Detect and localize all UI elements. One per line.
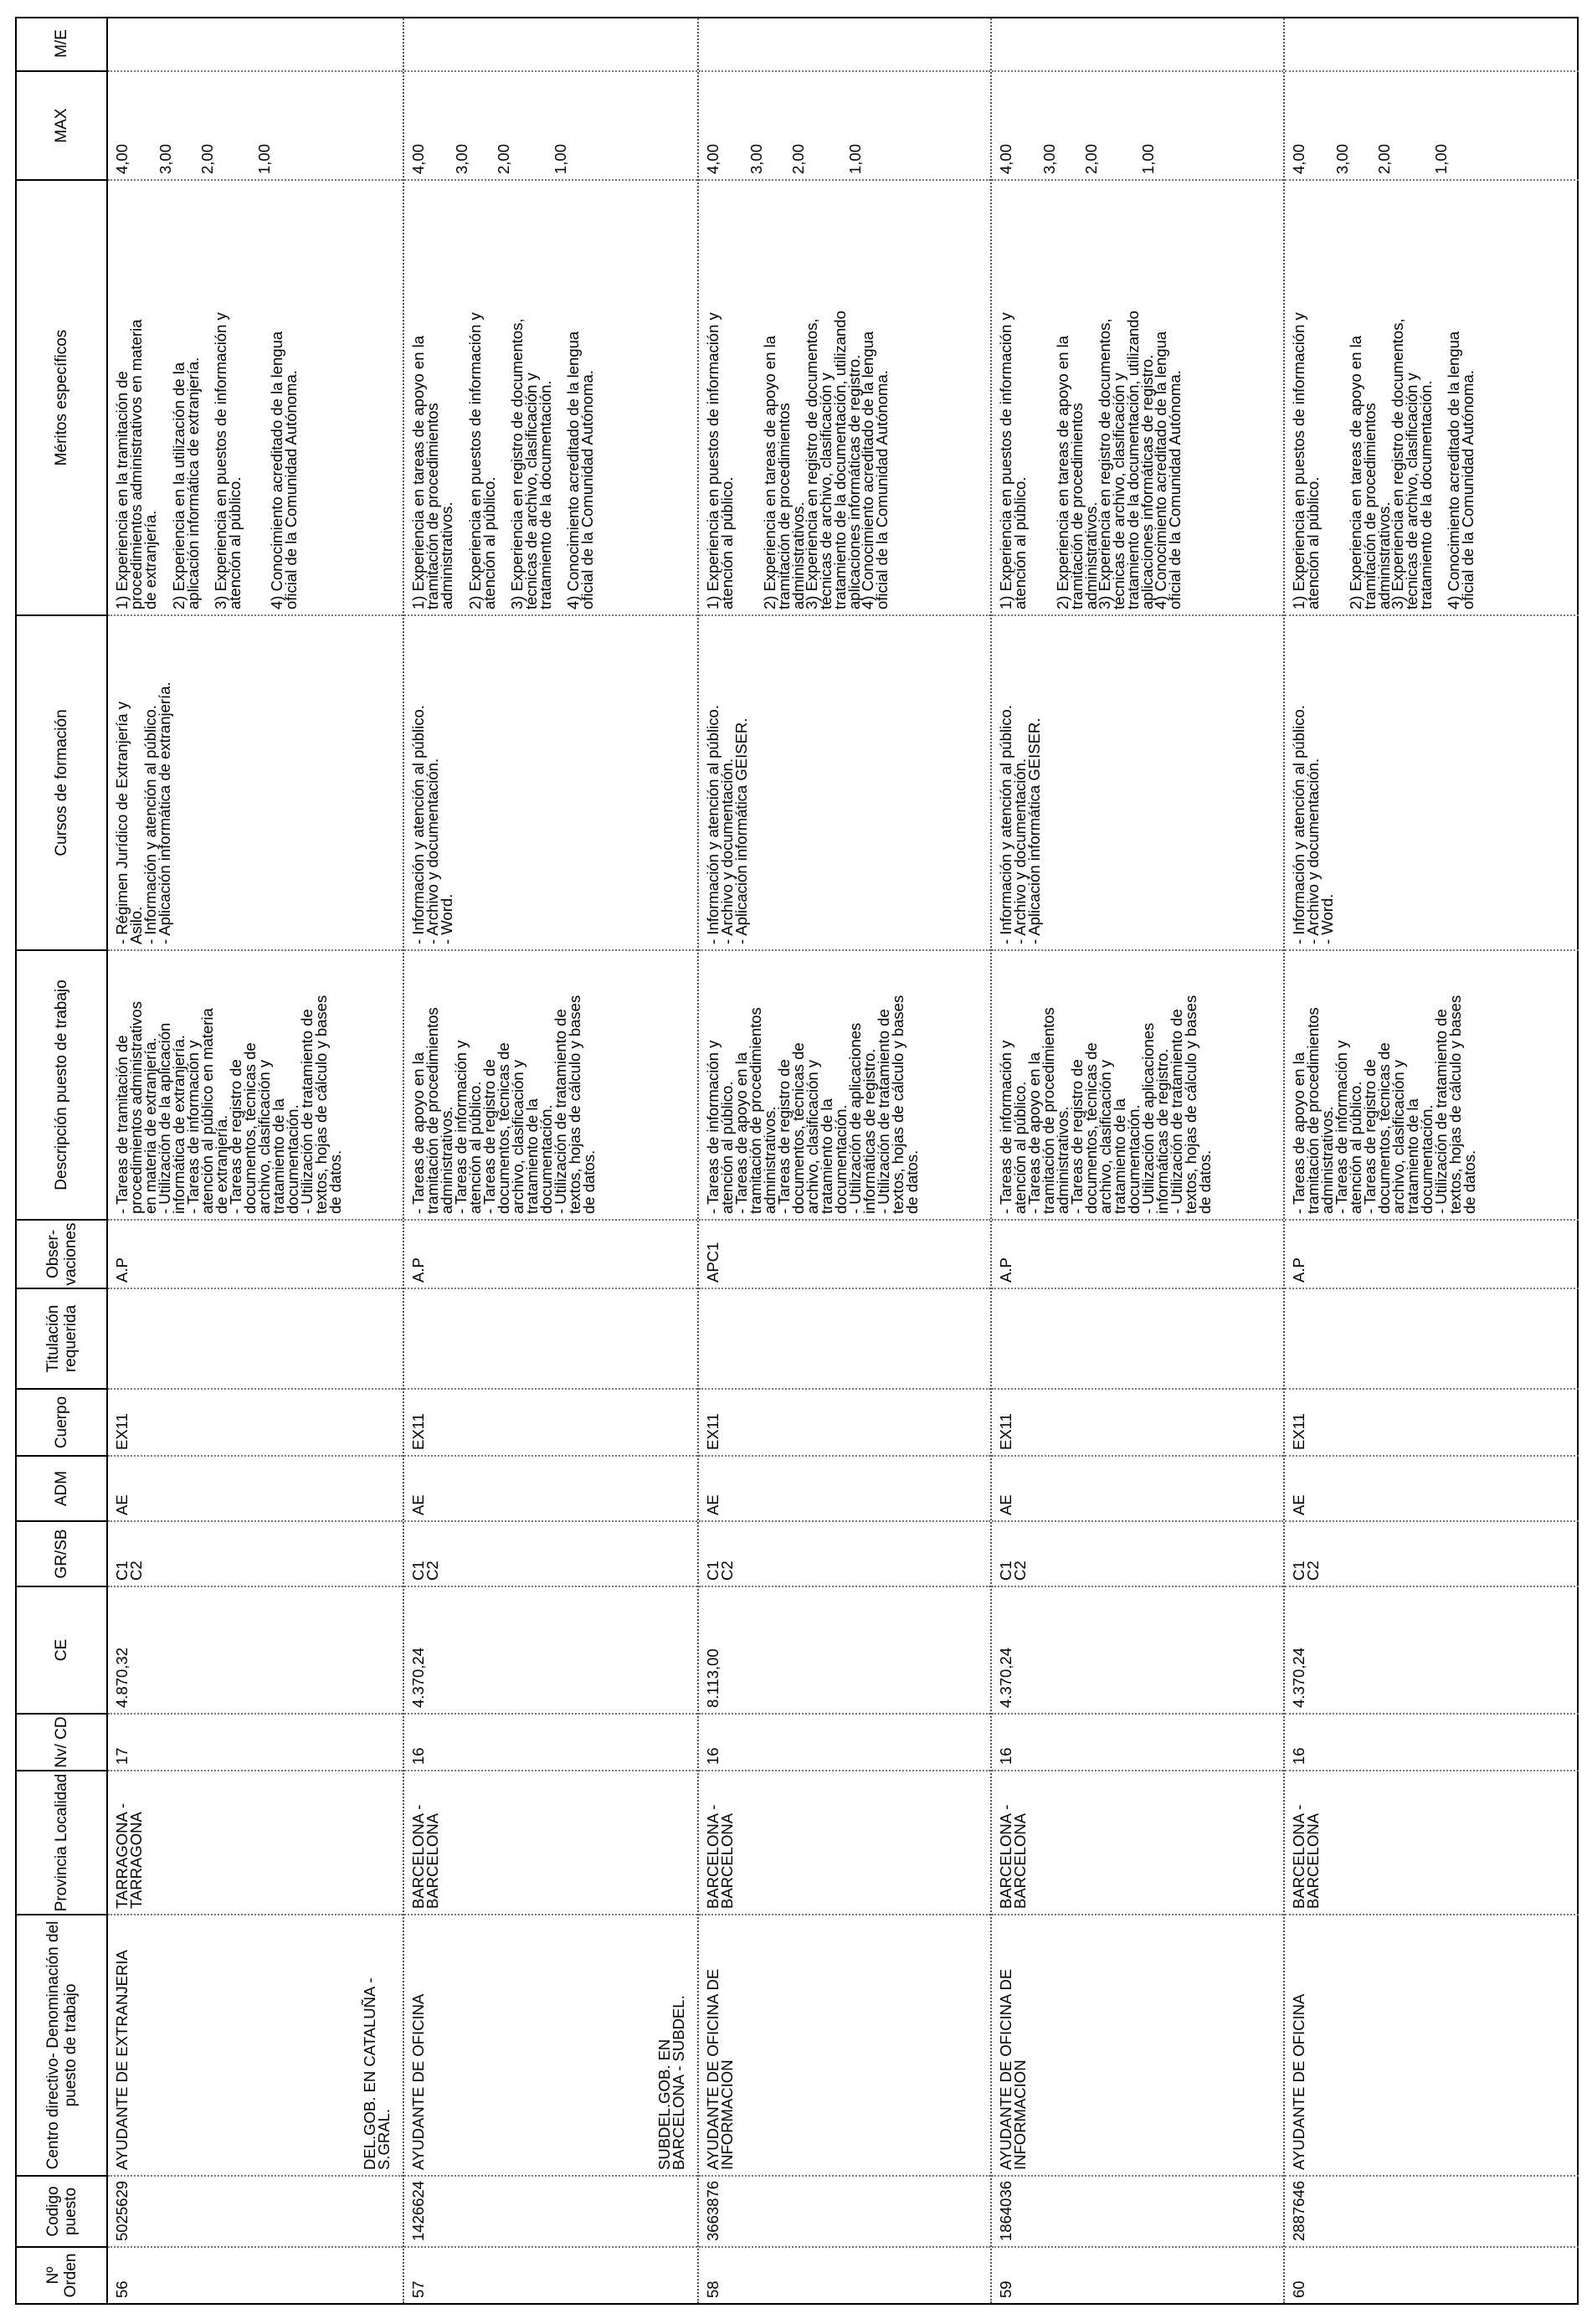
cell-meritos [992, 179, 1283, 614]
cell-nivel: 16 [992, 1713, 1283, 1770]
cell-orden: 60 [1285, 2246, 1579, 2303]
cell-cursos: - Información y atención al público. - Archivo y documentación. - Word. [404, 614, 697, 949]
cell-adm: AE [404, 1455, 697, 1520]
table-row [108, 18, 403, 2303]
header-orden: Nº Orden [17, 2246, 106, 2303]
max-value: 2,00 [789, 143, 807, 174]
merito-item: 2) Experiencia en tareas de apoyo en la tramitación de procedimientos administrativos. [761, 335, 807, 609]
merito-item: 4) Conocimiento acreditado de la lengua oficial de la Comunidad Autónoma. [859, 331, 891, 609]
cell-adm: AE [108, 1455, 403, 1520]
merito-item: 1) Experiencia en puestos de información y atención al público. [1290, 312, 1322, 609]
cell-ce: 4.370,24 [404, 1586, 697, 1713]
cell-nivel: 17 [108, 1713, 403, 1770]
table-header-row [17, 18, 108, 2303]
header-meritos: Méritos específicos [17, 179, 106, 614]
cell-ce: 4.370,24 [992, 1586, 1283, 1713]
cell-meritos [699, 179, 990, 614]
cell-codigo: 2887646 [1285, 2175, 1579, 2246]
cell-descripcion: - Tareas de información y atención al público. - Tareas de apoyo en la tramitación de procedimientos administrativos. - Tareas de registro de documentos, técnicas de archivo, clasificación y tratamiento de la documentación. - Utilización de aplicaciones informáticas de registro. - Utilización de tratamiento de textos, hojas de cálculo y bases de datos. [699, 949, 990, 1219]
cell-cuerpo: EX11 [1285, 1388, 1579, 1455]
merito-item: 1) Experiencia en puestos de información y atención al público. [997, 312, 1029, 609]
denominacion: AYUDANTE DE OFICINA DE INFORMACION [997, 1968, 1029, 2170]
header-cuerpo: Cuerpo [17, 1388, 106, 1455]
cell-adm: AE [1285, 1455, 1579, 1520]
max-value: 4,00 [409, 143, 427, 174]
merito-item: 4) Conocimiento acreditado de la lengua oficial de la Comunidad Autónoma. [564, 331, 596, 609]
cell-titulacion [1285, 1288, 1579, 1388]
max-value: 2,00 [1375, 143, 1393, 174]
cell-grsb: C1 C2 [404, 1520, 697, 1586]
max-value: 2,00 [198, 143, 216, 174]
max-value: 3,00 [1040, 143, 1058, 174]
cell-centro [361, 1914, 697, 2175]
cell-descripcion: - Tareas de tramitación de procedimientos administrativos en materia de extranjería. - Utilización de la aplicación informática de extranjería. - Tareas de información y atención al público en materia de extranjería. - Tareas de registro de documentos, técnicas de archivo, clasificación y tratamiento de la documentación. - Utilización de tratamiento de textos, hojas de cálculo y bases de datos. [108, 949, 403, 1219]
cell-cursos: - Información y atención al público. - Archivo y documentación. - Aplicación informática GEISER. [992, 614, 1283, 949]
cell-cursos: - Información y atención al público. - Archivo y documentación. - Aplicación informática GEISER. [699, 614, 990, 949]
cell-me [404, 17, 697, 70]
cell-ce: 8.113,00 [699, 1586, 990, 1713]
max-value: 2,00 [1082, 143, 1100, 174]
table-row [655, 18, 990, 2303]
cell-cursos: - Régimen Jurídico de Extranjería y Asilo. - Información y atención al público. - Aplicación informática de extranjería. [108, 614, 403, 949]
cell-cursos: - Información y atención al público. - Archivo y documentación. - Word. [1285, 614, 1579, 949]
merito-item: 3) Experiencia en registro de documentos, técnicas de archivo, clasificación y tratamiento de la documentación. [1389, 318, 1435, 609]
merito-item: 3) Experiencia en registro de documentos, técnicas de archivo, clasificación y tratamiento de la documentación, utilizando aplicaciones informáticas de registro. [803, 311, 863, 609]
max-value: 1,00 [255, 143, 273, 174]
max-value: 1,00 [846, 143, 864, 174]
cell-meritos [1285, 179, 1579, 614]
max-value: 1,00 [1139, 143, 1157, 174]
cell-centro [108, 1914, 403, 2175]
merito-item: 4) Conocimiento acreditado de la lengua oficial de la Comunidad Autónoma. [1445, 331, 1477, 609]
cell-orden: 57 [404, 2246, 697, 2303]
cell-descripcion: - Tareas de información y atención al público. - Tareas de apoyo en la tramitación de procedimientos administrativos. - Tareas de registro de documentos, técnicas de archivo, clasificación y tratamiento de la documentación. - Utilización de aplicaciones informáticas de registro. - Utilización de tratamiento de textos, hojas de cálculo y bases de datos. [992, 949, 1283, 1219]
header-centro: Centro directivo- Denominación del puesto de trabajo [17, 1914, 106, 2175]
cell-provincia: BARCELONA - BARCELONA [404, 1770, 697, 1914]
cell-me [992, 17, 1283, 70]
merito-item: 1) Experiencia en la tramitación de procedimientos administrativos en materia de extranjería. [113, 319, 159, 609]
table-row [1283, 18, 1579, 2303]
header-codigo: Codigo puesto [17, 2175, 106, 2246]
merito-item: 1) Experiencia en puestos de información y atención al público. [704, 312, 736, 609]
header-max: MAX [17, 70, 106, 179]
denominacion: AYUDANTE DE OFICINA [409, 1993, 427, 2170]
denominacion: AYUDANTE DE EXTRANJERIA [113, 1950, 131, 2170]
cell-codigo: 3663876 [699, 2175, 990, 2246]
cell-nivel: 16 [404, 1713, 697, 1770]
denominacion: AYUDANTE DE OFICINA [1290, 1993, 1307, 2170]
max-value: 2,00 [495, 143, 512, 174]
cell-max [404, 70, 697, 179]
max-value: 3,00 [157, 143, 174, 174]
cell-descripcion: - Tareas de apoyo en la tramitación de procedimientos administrativos. - Tareas de información y atención al público. - Tareas de registro de documentos, técnicas de archivo, clasificación y tratamiento de la documentación. - Utilización de tratamiento de textos, hojas de cálculo y bases de datos. [1285, 949, 1579, 1219]
header-me: M/E [53, 29, 70, 58]
max-value: 3,00 [747, 143, 765, 174]
max-value: 3,00 [453, 143, 470, 174]
cell-nivel: 16 [1285, 1713, 1579, 1770]
header-adm: ADM [17, 1455, 106, 1520]
cell-titulacion [108, 1288, 403, 1388]
cell-meritos [108, 179, 403, 614]
max-value: 4,00 [113, 143, 131, 174]
cell-observaciones: A.P [992, 1219, 1283, 1288]
cell-provincia: TARRAGONA - TARRAGONA [108, 1770, 403, 1914]
merito-item: 3) Experiencia en puestos de información y atención al público. [212, 312, 244, 609]
centro-directivo: SUBDEL.GOB. EN BARCELONA - SUBDEL. [655, 1995, 687, 2170]
cell-centro [1285, 1914, 1579, 2175]
cell-grsb: C1 C2 [992, 1520, 1283, 1586]
cell-orden: 56 [108, 2246, 403, 2303]
max-value: 3,00 [1333, 143, 1351, 174]
cell-cuerpo: EX11 [108, 1388, 403, 1455]
header-observaciones: Obser- vaciones [17, 1219, 106, 1288]
cell-provincia: BARCELONA - BARCELONA [1285, 1770, 1579, 1914]
cell-max [699, 70, 990, 179]
cell-observaciones: A.P [1285, 1219, 1579, 1288]
cell-cuerpo: EX11 [699, 1388, 990, 1455]
cell-provincia: BARCELONA - BARCELONA [699, 1770, 990, 1914]
merito-item: 2) Experiencia en tareas de apoyo en la tramitación de procedimientos administrativos. [1054, 335, 1100, 609]
header-nivel: Nv/ CD [17, 1713, 106, 1770]
cell-titulacion [699, 1288, 990, 1388]
merito-item: 2) Experiencia en puestos de información y atención al público. [466, 312, 498, 609]
table-row [361, 18, 697, 2303]
cell-cuerpo: EX11 [404, 1388, 697, 1455]
merito-item: 4) Conocimiento acreditado de la lengua oficial de la Comunidad Autónoma. [1152, 331, 1184, 609]
cell-ce: 4.870,32 [108, 1586, 403, 1713]
max-value: 4,00 [704, 143, 722, 174]
cell-centro [992, 1914, 1283, 2175]
centro-directivo: DEL.GOB. EN CATALUÑA - S.GRAL. [361, 1977, 393, 2170]
cell-me [108, 17, 403, 70]
header-cursos: Cursos de formación [17, 614, 106, 949]
cell-titulacion [404, 1288, 697, 1388]
cell-codigo: 5025629 [108, 2175, 403, 2246]
cell-observaciones: A.P [404, 1219, 697, 1288]
cell-ce: 4.370,24 [1285, 1586, 1579, 1713]
merito-item: 3) Experiencia en registro de documentos, técnicas de archivo, clasificación y tratamiento de la documentación. [508, 318, 554, 609]
cell-observaciones: APC1 [699, 1219, 990, 1288]
denominacion: AYUDANTE DE OFICINA DE INFORMACION [704, 1968, 736, 2170]
cell-provincia: BARCELONA - BARCELONA [992, 1770, 1283, 1914]
cell-me [699, 17, 990, 70]
cell-adm: AE [992, 1455, 1283, 1520]
merito-item: 3) Experiencia en registro de documentos, técnicas de archivo, clasificación y tratamiento de la documentación, utilizando aplicaciones informáticas de registro. [1096, 311, 1156, 609]
cell-orden: 58 [699, 2246, 990, 2303]
cell-nivel: 16 [699, 1713, 990, 1770]
max-value: 4,00 [1290, 143, 1307, 174]
merito-item: 2) Experiencia en tareas de apoyo en la tramitación de procedimientos administrativos. [1347, 335, 1393, 609]
max-value: 4,00 [997, 143, 1014, 174]
cell-observaciones: A.P [108, 1219, 403, 1288]
merito-item: 1) Experiencia en tareas de apoyo en la tramitación de procedimientos administrativos. [409, 335, 455, 609]
cell-titulacion [992, 1288, 1283, 1388]
cell-descripcion: - Tareas de apoyo en la tramitación de procedimientos administrativos. - Tareas de información y atención al público. - Tareas de registro de documentos, técnicas de archivo, clasificación y tratamiento de la documentación. - Utilización de tratamiento de textos, hojas de cálculo y bases de datos. [404, 949, 697, 1219]
cell-max [992, 70, 1283, 179]
cell-max [1285, 70, 1579, 179]
job-table [15, 17, 1579, 2305]
merito-item: 4) Conocimiento acreditado de la lengua oficial de la Comunidad Autónoma. [268, 331, 300, 609]
cell-codigo: 1864036 [992, 2175, 1283, 2246]
cell-grsb: C1 C2 [699, 1520, 990, 1586]
header-provincia: Provincia Localidad [17, 1770, 106, 1914]
header-titulacion: Titulación requerida [17, 1288, 106, 1388]
cell-grsb: C1 C2 [108, 1520, 403, 1586]
cell-me [1285, 17, 1579, 70]
cell-max [108, 70, 403, 179]
cell-centro [655, 1914, 990, 2175]
max-value: 1,00 [552, 143, 569, 174]
cell-orden: 59 [992, 2246, 1283, 2303]
max-value: 1,00 [1432, 143, 1450, 174]
cell-meritos [404, 179, 697, 614]
table-row [990, 18, 1283, 2303]
header-descripcion: Descripción puesto de trabajo [17, 949, 106, 1219]
cell-cuerpo: EX11 [992, 1388, 1283, 1455]
cell-codigo: 1426624 [404, 2175, 697, 2246]
cell-adm: AE [699, 1455, 990, 1520]
header-ce: CE [17, 1586, 106, 1713]
header-grsb: GR/SB [17, 1520, 106, 1586]
merito-item: 2) Experiencia en la utilización de la aplicación informática de extranjería. [170, 357, 202, 609]
cell-grsb: C1 C2 [1285, 1520, 1579, 1586]
